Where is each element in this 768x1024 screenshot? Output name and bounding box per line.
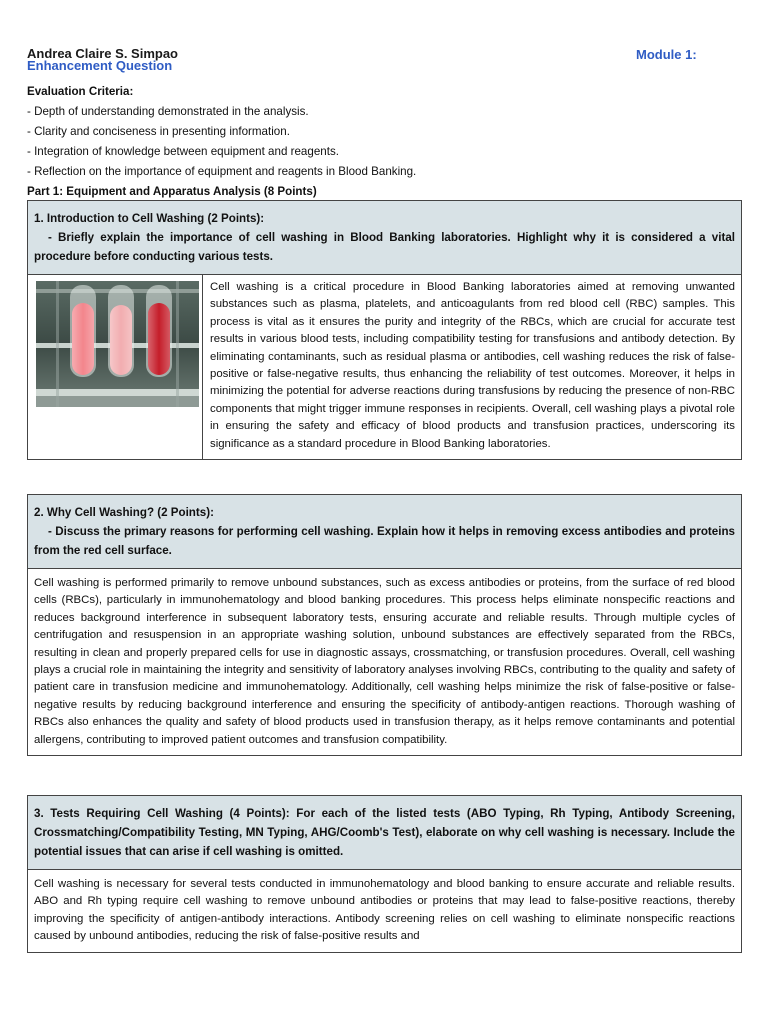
criteria-item: - Clarity and conciseness in presenting information. [27,125,290,138]
question-3-box [27,795,742,953]
document-subtitle: Enhancement Question [27,58,173,73]
test-tubes-image [36,281,199,407]
question-2-prompt: - Discuss the primary reasons for performing cell washing. Explain how it helps in removing excess antibodies and proteins from the red cell surface. [34,525,735,557]
question-2-box [27,494,742,756]
criteria-item: - Depth of understanding demonstrated in the analysis. [27,105,309,118]
question-1-header [28,201,741,275]
criteria-title: Evaluation Criteria: [27,85,134,98]
question-1-prompt: - Briefly explain the importance of cell washing in Blood Banking laboratories. Highlight why it is considered a vital procedure before conducting various tests. [34,231,735,263]
question-3-answer: Cell washing is necessary for several tests conducted in immunohematology and blood banking to ensure accurate and reliable results. ABO and Rh typing require cell washing to remove unbound antibodies or proteins that may lead to false-positive reactions, thereby improving the specificity of antigen-antibody interactions. Antibody screening relies on cell washing to eliminate nonspecific reactions caused by unbound antibodies, reducing the risk of false-positive results and [34,878,735,943]
question-2-title: 2. Why Cell Washing? (2 Points): [34,506,214,519]
part-title: Part 1: Equipment and Apparatus Analysis (8 Points) [27,185,317,198]
question-2-header [28,495,741,569]
question-1-answer: Cell washing is a critical procedure in Blood Banking laboratories aimed at removing unwanted substances such as plasma, platelets, and anticoagulants from red blood cell (RBC) samples. This process is vital as it ensures the purity and integrity of the RBCs, which are crucial for accurate test results in various blood tests, including compatibility testing for transfusions and antibody detection. By eliminating contaminants, such as residual plasma or antibodies, cell washing reduces the risk of false-positive or false-negative results, thus enhancing the reliability of test outcomes. Moreover, it helps in minimizing the potential for adverse reactions during transfusions by reducing the presence of non-RBC components that might trigger immune responses in recipients. Overall, cell washing plays a pivotal role in ensuring the safety and efficacy of blood products and transfusion practices, underscoring its significance as a standard procedure in Blood Banking laboratories. [210,281,735,450]
evaluation-criteria [27,82,742,202]
question-2-answer: Cell washing is performed primarily to remove unbound substances, such as excess antibodies or proteins, from the surface of red blood cells (RBCs), particularly in immunohematology and blood banking procedures. This process helps eliminate nonspecific reactions and reduces background interference in subsequent laboratory tests, ensuring accurate and reliable results. Through multiple cycles of centrifugation and resuspension in an appropriate washing solution, unbound substances are effectively separated from the RBCs, resulting in clean and properly prepared cells for use in diagnostic assays, crossmatching, or transfusion procedures. Overall, cell washing plays a crucial role in maintaining the integrity and sensitivity of laboratory analyses involving RBCs, contributing to the quality and safety of patient care in transfusion medicine and immunohematology. Additionally, cell washing helps minimize the risk of false-positive or false-negative results by reducing background interference and ensuring the specificity of antibody-antigen reactions. Thorough washing of RBCs also enhances the quality and safety of blood products used in transfusion therapy, as it helps remove contaminants and potential allergens, contributing to improved patient outcomes and transfusion compatibility. [34,577,735,746]
criteria-item: - Reflection on the importance of equipment and reagents in Blood Banking. [27,165,417,178]
test-tubes-image-cell [28,275,203,459]
author-name: Andrea Claire S. Simpao [27,46,178,61]
question-3-header: 3. Tests Requiring Cell Washing (4 Points): For each of the listed tests (ABO Typing, Rh Typing, Antibody Screening, Crossmatching/Compatibility Testing, MN Typing, AHG/Coomb's Test), elaborate on why cell washing is necessary. Include the potential issues that can arise if cell washing is omitted. [28,796,741,870]
question-1-title: 1. Introduction to Cell Washing (2 Points): [34,212,265,225]
module-label: Module 1: [636,47,697,62]
question-1-box [27,200,742,460]
criteria-item: - Integration of knowledge between equipment and reagents. [27,145,339,158]
question-1-answer-row [28,275,741,459]
